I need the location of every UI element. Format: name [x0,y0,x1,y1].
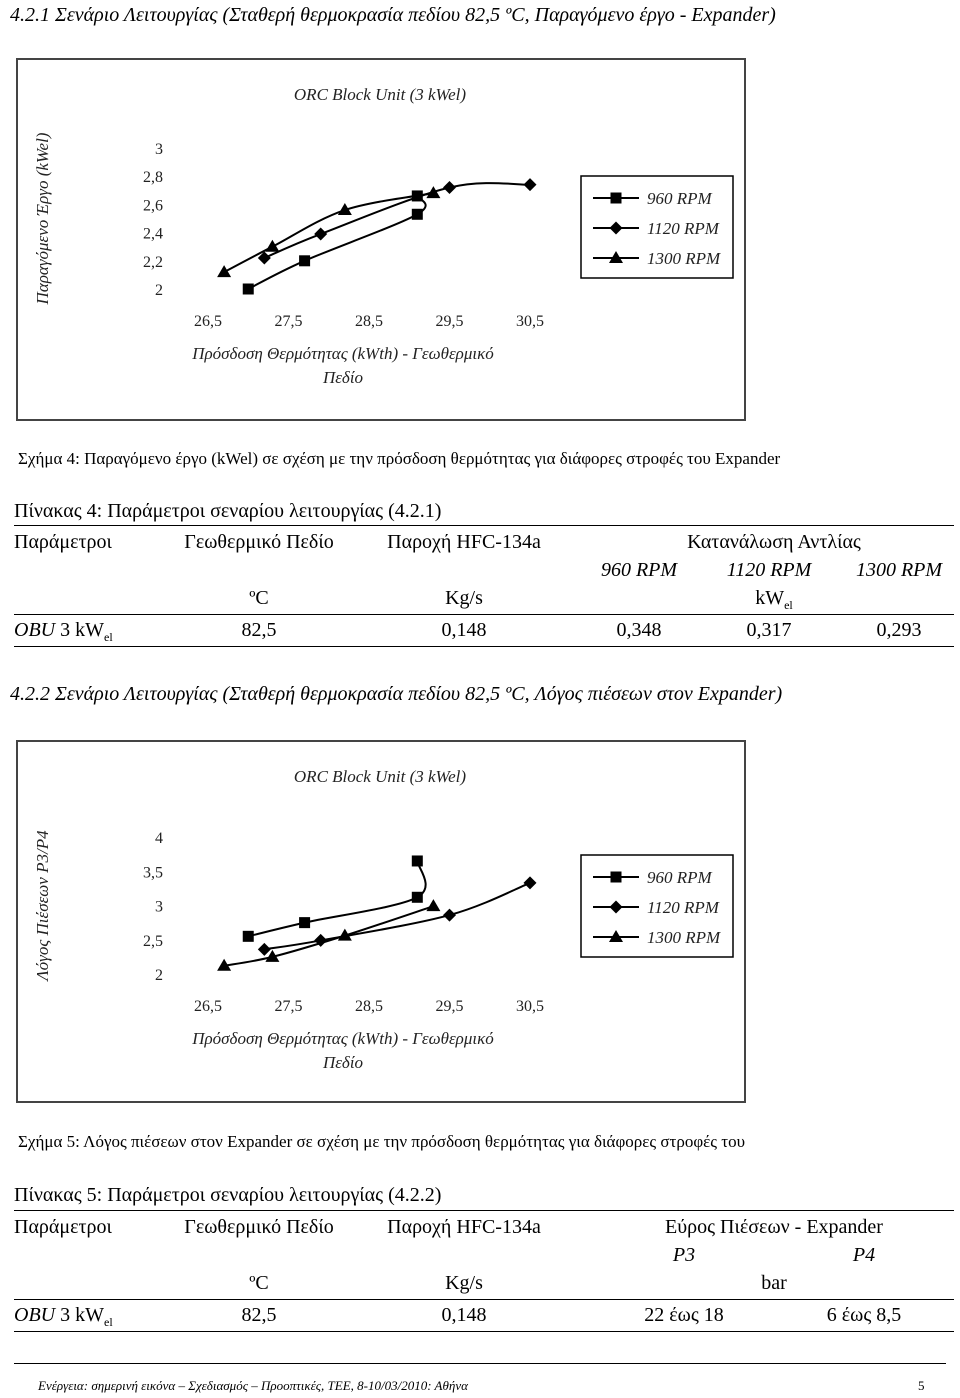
table-4-title: Πίνακας 4: Παράμετροι σεναρίου λειτουργίας (4.2.1) [14,500,442,522]
y-tick-label: 2 [155,967,163,984]
table-5-subheader-p3: P3 [672,1244,696,1266]
y-tick-label: 3 [155,898,163,916]
series-line [248,196,425,289]
x-axis-label-line-1: Πρόσδοση Θερμότητας (kWth) - Γεωθερμικό [192,344,494,363]
legend [581,855,733,957]
x-axis-label-line-2: Πεδίο [322,368,364,387]
table-4-unit-group-main: kW [755,587,785,609]
series-line [224,193,433,272]
table-4-unit-field: ºC [249,587,269,609]
table-4-cell-1300: 0,293 [876,619,922,641]
table-4-header-params: Παράμετροι [14,531,112,553]
table-4-row-label-rest: 3 kW [60,619,104,641]
data-point [412,209,423,220]
y-tick-label: 2,4 [143,225,163,243]
data-point [524,876,537,889]
x-axis-label [191,344,494,387]
table-4-row-label-sub: el [104,630,113,644]
x-tick-label: 30,5 [516,998,544,1015]
data-point [524,178,537,191]
data-point [314,228,327,241]
legend-label: 1120 RPM [647,219,719,238]
figure-4-chart [18,60,744,419]
table-4-header-flow: Παροχή HFC-134a [387,531,541,553]
x-axis-label [191,1029,494,1072]
table-5-cell-p4: 6 έως 8,5 [826,1304,902,1326]
legend-label: 1300 RPM [647,928,721,947]
x-tick-label: 27,5 [274,313,303,330]
x-tick-label: 30,5 [516,313,544,330]
table-4-mid-rule [14,614,954,615]
table-5-title: Πίνακας 5: Παράμετροι σεναρίου λειτουργίας (4.2.2) [14,1184,442,1206]
footer-text: Ενέργεια: σημερινή εικόνα – Σχεδιασμός – Προοπτικές, ΤΕΕ, 8-10/03/2010: Αθήνα [38,1378,468,1393]
table-4-row-label [14,619,113,645]
x-tick-label: 26,5 [194,998,222,1015]
data-point [243,931,254,942]
table-5-row-label-sub: el [104,1315,113,1329]
series-line [264,183,530,258]
x-axis-label-line-1: Πρόσδοση Θερμότητας (kWth) - Γεωθερμικό [192,1029,494,1048]
figure-4-caption: Σχήμα 4: Παραγόμενο έργο (kWel) σε σχέση με την πρόσδοση θερμότητας για διάφορες στροφές του Expander [18,449,781,468]
table-4-subheader-1300: 1300 RPM [855,559,943,581]
table-5-unit-flow: Kg/s [445,1272,483,1294]
legend-label: 1120 RPM [647,898,719,917]
footer-rule [14,1363,946,1364]
table-4-cell-field: 82,5 [241,619,277,641]
y-tick-label: 3,5 [143,864,163,882]
table-5-unit-field: ºC [249,1272,269,1294]
table-4-cell-1120: 0,317 [746,619,792,641]
series-1120-rpm [258,178,537,264]
x-tick-label: 27,5 [274,998,303,1015]
table-4-unit-flow: Kg/s [445,587,483,609]
data-point [426,899,440,911]
series-960-rpm [243,190,426,294]
legend-label: 960 RPM [647,868,712,887]
table-4 [14,525,954,650]
table-4-cell-960: 0,348 [616,619,662,641]
table-5-cell-flow: 0,148 [441,1304,487,1326]
data-point [412,855,423,866]
series-line [248,861,425,936]
legend-label: 960 RPM [647,189,712,208]
chart-title: ORC Block Unit (3 kWel) [293,85,467,104]
y-tick-label: 2 [155,282,163,299]
table-5-cell-p3: 22 έως 18 [644,1304,724,1326]
data-point [217,265,231,277]
table-4-subheader-1120: 1120 RPM [726,559,812,581]
table-4-bottom-rule [14,646,954,647]
data-point [299,917,310,928]
table-5-subheader-p4: P4 [852,1244,876,1266]
data-point [443,909,456,922]
y-tick-label: 2,5 [143,932,163,950]
figure-5-chart [18,742,744,1101]
x-tick-label: 29,5 [435,313,464,330]
table-5-cell-field: 82,5 [241,1304,277,1326]
table-4-subheader-960: 960 RPM [600,559,678,581]
x-tick-label: 28,5 [355,313,383,330]
figure-5-caption: Σχήμα 5: Λόγος πιέσεων στον Expander σε σχέση με την πρόσδοση θερμότητας για διάφορες στροφές του [18,1132,746,1151]
data-point [299,255,310,266]
table-4-unit-group [594,587,954,613]
table-5-top-rule [14,1210,954,1211]
legend-marker [611,872,622,883]
section-heading-4-2-2: 4.2.2 Σενάριο Λειτουργίας (Σταθερή θερμοκρασία πεδίου 82,5 ºC, Λόγος πιέσεων στον Expander) [10,683,783,705]
table-4-cell-flow: 0,148 [441,619,487,641]
legend-label: 1300 RPM [647,249,721,268]
page-number: 5 [918,1378,925,1393]
table-5-row-label [14,1304,113,1330]
table-4-header-group: Κατανάλωση Αντλίας [687,531,861,553]
series-960-rpm [243,855,426,941]
x-tick-label: 29,5 [435,998,464,1015]
table-5 [14,1210,954,1335]
table-5-mid-rule [14,1299,954,1300]
data-point [426,186,440,198]
chart-title: ORC Block Unit (3 kWel) [293,767,467,786]
data-point [258,943,271,956]
table-5-row-label-rest: 3 kW [60,1304,104,1326]
series-1120-rpm [258,876,537,955]
y-tick-label: 2,6 [143,197,163,215]
y-axis-label: Παραγόμενο Έργο (kWel) [33,132,52,305]
table-4-unit-group-sub: el [784,598,793,612]
series-line [264,883,530,949]
figure-5-frame [16,740,746,1103]
table-4-row-label-obu: OBU [14,619,56,641]
table-5-unit-group: bar [761,1272,787,1294]
data-point [265,240,279,252]
table-5-row-label-obu: OBU [14,1304,56,1326]
figure-4-frame [16,58,746,421]
y-tick-label: 2,2 [143,253,163,271]
x-tick-label: 26,5 [194,313,222,330]
section-heading-4-2-1: 4.2.1 Σενάριο Λειτουργίας (Σταθερή θερμοκρασία πεδίου 82,5 ºC, Παραγόμενο έργο - Expander) [10,4,776,26]
table-4-header-field: Γεωθερμικό Πεδίο [184,531,334,553]
series-line [224,906,433,966]
data-point [412,892,423,903]
y-axis-label: Λόγος Πιέσεων P3/P4 [33,830,52,981]
y-tick-label: 3 [155,141,163,158]
legend [581,176,733,278]
data-point [243,284,254,295]
x-axis-label-line-2: Πεδίο [322,1053,364,1072]
table-5-bottom-rule [14,1331,954,1332]
table-5-header-field: Γεωθερμικό Πεδίο [184,1216,334,1238]
table-5-header-flow: Παροχή HFC-134a [387,1216,541,1238]
table-5-header-group: Εύρος Πιέσεων - Expander [665,1216,883,1238]
table-4-top-rule [14,525,954,526]
data-point [443,181,456,194]
y-tick-label: 2,8 [143,169,163,187]
table-5-header-params: Παράμετροι [14,1216,112,1238]
x-tick-label: 28,5 [355,998,383,1015]
legend-marker [611,193,622,204]
y-tick-label: 4 [155,830,163,847]
